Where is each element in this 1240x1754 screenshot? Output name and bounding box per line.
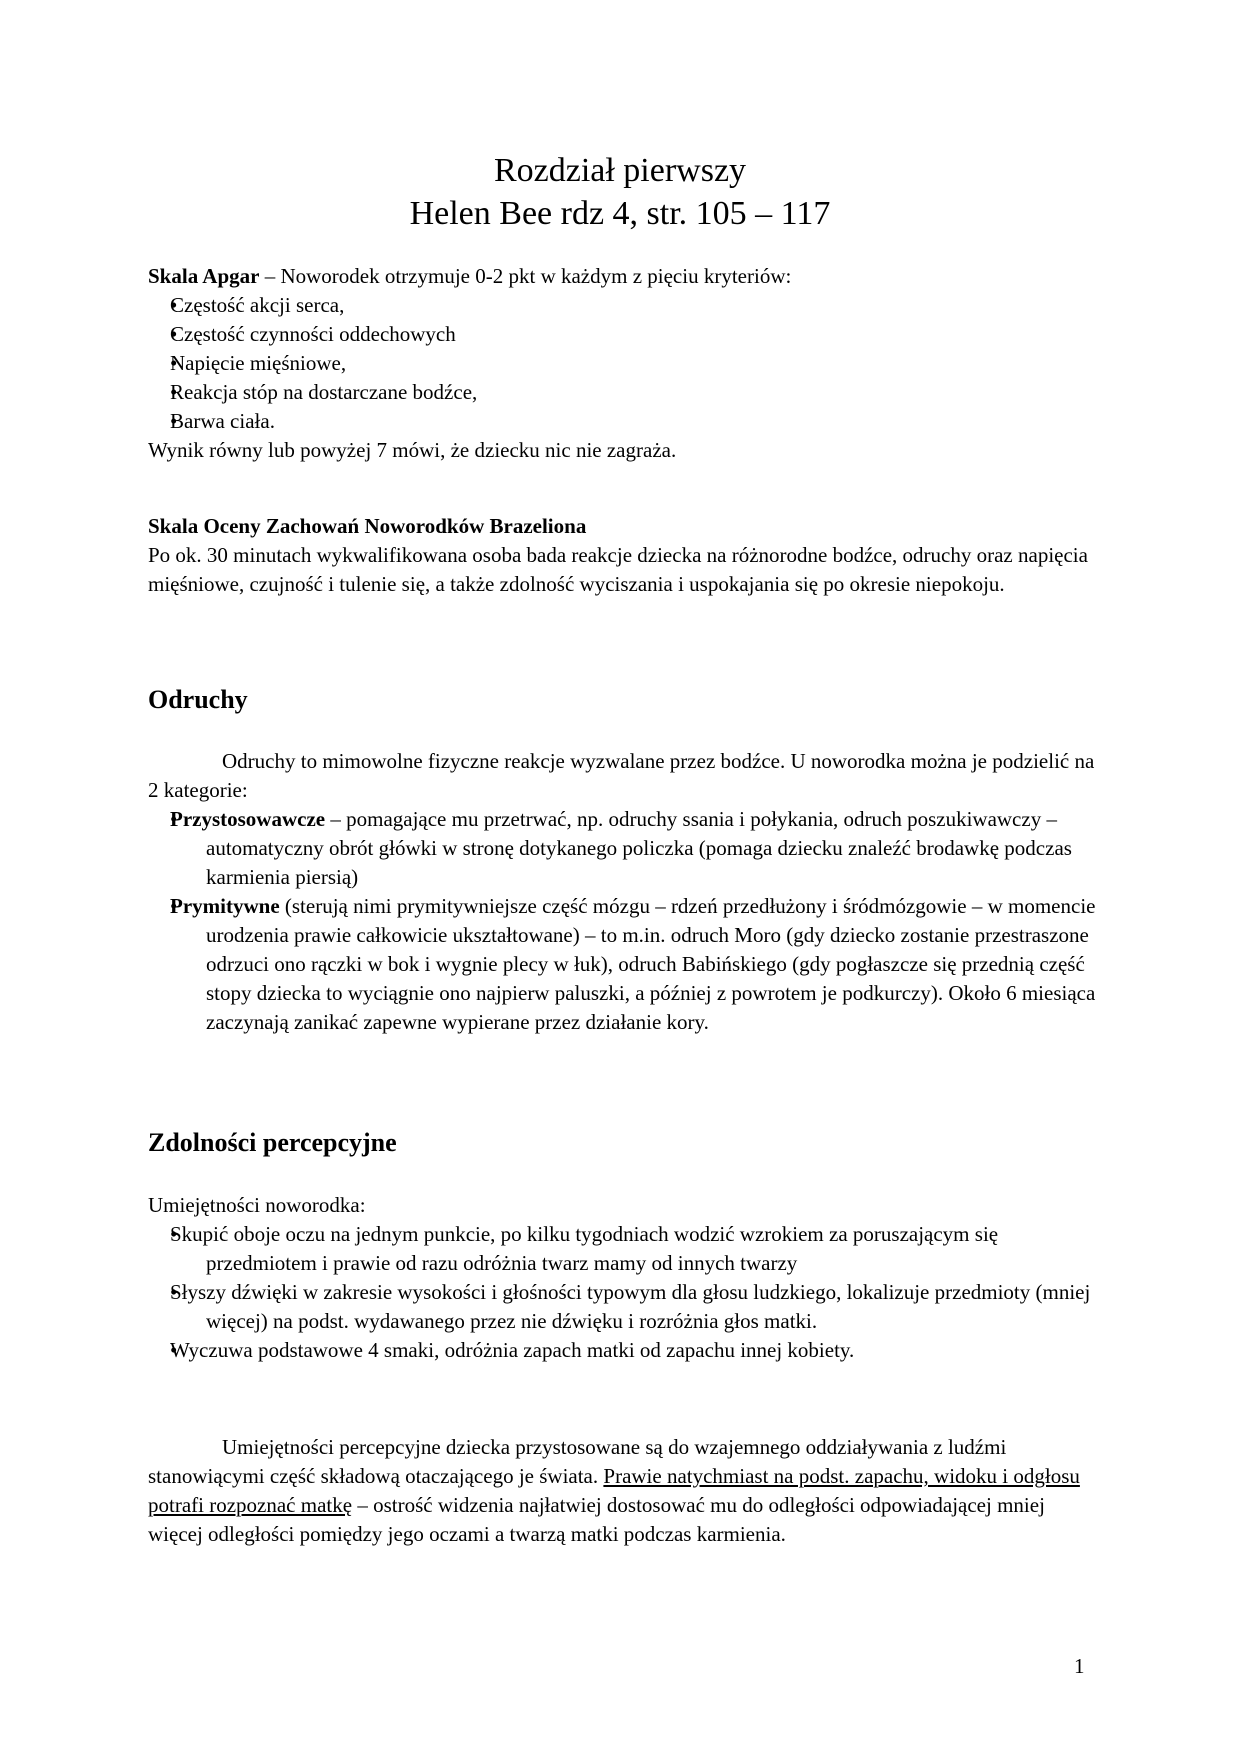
list-item: • Barwa ciała. <box>148 407 1098 436</box>
list-item: • Częstość czynności oddechowych <box>148 320 1098 349</box>
percepcja-paragraph <box>148 1433 1098 1549</box>
apgar-intro-text: – Noworodek otrzymuje 0-2 pkt w każdym z pięciu kryteriów: <box>259 264 792 288</box>
brazelton-text: Po ok. 30 minutach wykwalifikowana osoba bada reakcje dziecka na różnorodne bodźce, odruchy oraz napięcia mięśniowe, czujność i tulenie się, a także zdolność wyciszania i uspokajania się po okresie niepokoju. <box>148 543 1088 596</box>
apgar-criteria-list <box>148 291 1098 436</box>
chapter-subtitle: Helen Bee rdz 4, str. 105 – 117 <box>409 195 831 232</box>
reflex-text: – pomagające mu przetrwać, np. odruchy ssania i połykania, odruch poszukiwawczy – automatyczny obrót główki w stronę dotykanego policzka (pomaga dziecku znaleźć brodawkę podczas karmienia piersią) <box>206 807 1072 889</box>
percepcja-list <box>148 1220 1098 1365</box>
list-item <box>148 805 1098 892</box>
odruchy-intro: Odruchy to mimowolne fizyczne reakcje wyzwalane przez bodźce. U noworodka można je podzielić na 2 kategorie: <box>148 749 1095 802</box>
apgar-result: Wynik równy lub powyżej 7 mówi, że dziecku nic nie zagraża. <box>148 438 677 462</box>
list-item: • Słyszy dźwięki w zakresie wysokości i głośności typowym dla głosu ludzkiego, lokalizuje przedmioty (mniej więcej) na podst. wydawanego przez nie dźwięku i rozróżnia głos matki. <box>148 1278 1098 1336</box>
chapter-title: Rozdział pierwszy <box>493 152 747 189</box>
percepcja-section <box>148 1191 1098 1365</box>
apgar-term: Skala Apgar <box>148 264 260 288</box>
underlined-sentence: Prawie natychmiast na podst. zapachu, widoku i odgłosu potrafi rozpoznać matkę <box>148 1464 1080 1517</box>
paragraph-start: Umiejętności percepcyjne dziecka przystosowane są do wzajemnego oddziaływania z ludźmi stanowiącymi część składową otaczającego je świata. <box>148 1435 1007 1488</box>
section-heading-percepcja: Zdolności percepcyjne <box>148 1128 397 1157</box>
section-heading-odruchy: Odruchy <box>148 685 248 714</box>
list-item: • Częstość akcji serca, <box>148 291 1098 320</box>
odruchy-section <box>148 747 1098 1037</box>
list-item: • Napięcie mięśniowe, <box>148 349 1098 378</box>
percepcja-intro: Umiejętności noworodka: <box>148 1193 366 1217</box>
apgar-section <box>148 262 1098 465</box>
list-item: • Skupić oboje oczu na jednym punkcie, po kilku tygodniach wodzić wzrokiem za poruszającym się przedmiotem i prawie od razu odróżnia twarz mamy od innych twarzy <box>148 1220 1098 1278</box>
apgar-intro <box>148 262 1098 291</box>
brazelton-section <box>148 512 1098 599</box>
reflex-term: Przystosowawcze <box>170 807 326 831</box>
paragraph <box>148 1433 1098 1549</box>
odruchy-list <box>148 805 1098 1037</box>
paragraph-end: – ostrość widzenia najłatwiej dostosować mu do odległości odpowiadającej mniej więcej odległości pomiędzy jego oczami a twarzą matki podczas karmienia. <box>148 1493 1045 1546</box>
reflex-text: (sterują nimi prymitywniejsze część mózgu – rdzeń przedłużony i śródmózgowie – w momencie urodzenia prawie całkowicie ukształtowane) – to m.in. odruch Moro (gdy dziecko zostanie przestraszone odrzuci ono rączki w bok i wygnie plecy w łuk), odruch Babińskiego (gdy pogłaszcze się przednią część stopy dziecka to wyciągnie ono najpierw paluszki, a później z powrotem je podkurczy). Około 6 miesiąca zaczynają zanikać zapewne wypierane przez działanie kory. <box>206 894 1096 1034</box>
list-item: • Wyczuwa podstawowe 4 smaki, odróżnia zapach matki od zapachu innej kobiety. <box>148 1336 1098 1365</box>
reflex-term: Prymitywne <box>170 894 280 918</box>
brazelton-heading: Skala Oceny Zachowań Noworodków Brazeliona <box>148 514 587 538</box>
list-item: • Reakcja stóp na dostarczane bodźce, <box>148 378 1098 407</box>
page-number: 1 <box>1074 1654 1085 1678</box>
list-item <box>148 892 1098 1037</box>
